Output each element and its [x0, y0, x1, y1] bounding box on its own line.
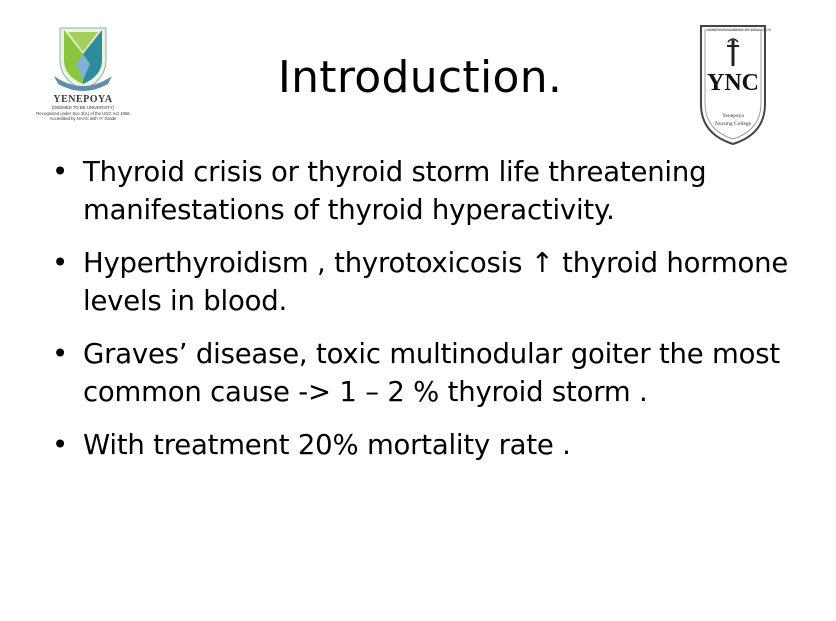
seal-top-text: YENEPOYA ACADEMY OF EDUCATION	[707, 28, 771, 32]
bullet-item	[52, 426, 822, 464]
bullet-text: Thyroid crisis or thyroid storm life threatening manifestations of thyroid hyperactivity.	[83, 156, 707, 226]
bullet-marker: •	[52, 247, 69, 279]
bullet-item	[52, 153, 822, 229]
logo-line-3: Accredited by NAAC with 'A' Grade	[49, 116, 117, 122]
bullet-list	[52, 153, 822, 479]
monogram-text: YNC	[707, 70, 759, 96]
slide-title: Introduction.	[277, 52, 563, 103]
logo-line-2: Recognized under Sec 3(A) of the UGC Act 1956	[36, 110, 130, 116]
bullet-item	[52, 335, 822, 411]
nursing-college-logo	[697, 24, 769, 146]
bullet-marker: •	[52, 338, 69, 370]
college-name	[697, 112, 769, 128]
college-name-line-2: Nursing College	[714, 121, 752, 127]
bullet-text: With treatment 20% mortality rate .	[83, 429, 571, 461]
university-shield-icon	[48, 24, 118, 94]
logo-line-1: (DEEMED TO BE UNIVERSITY)	[51, 105, 115, 110]
yenepoya-university-logo	[24, 24, 142, 148]
college-name-line-1: Yenepoya	[722, 113, 744, 119]
bullet-text: Graves’ disease, toxic multinodular goiter the most common cause -> 1 – 2 % thyroid storm .	[83, 338, 780, 408]
bullet-item	[52, 244, 822, 320]
logo-name: YENEPOYA	[53, 94, 113, 105]
bullet-text: Hyperthyroidism , thyrotoxicosis ↑ thyroid hormone levels in blood.	[83, 247, 789, 317]
bullet-marker: •	[52, 156, 69, 188]
bullet-marker: •	[52, 429, 69, 461]
